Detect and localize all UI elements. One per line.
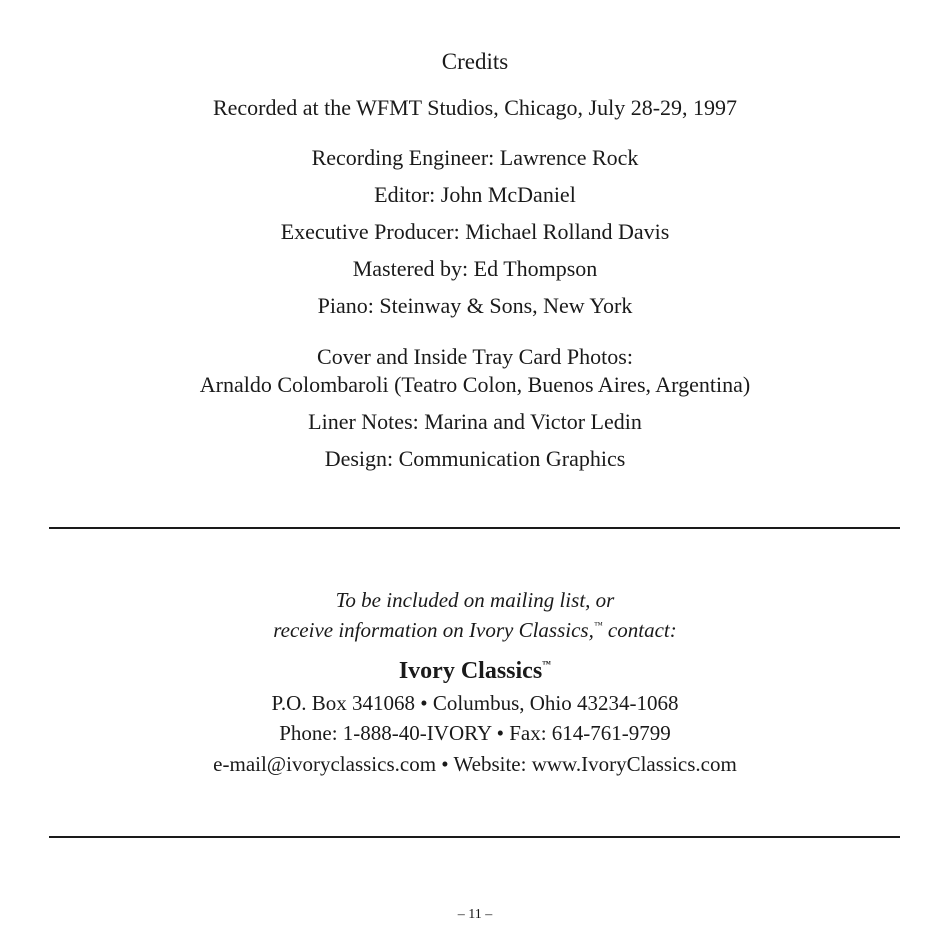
email-website: e-mail@ivoryclassics.com • Website: www.IvoryClassics.com [213, 752, 737, 776]
photos-heading: Cover and Inside Tray Card Photos: [317, 344, 633, 369]
recording-engineer: Recording Engineer: Lawrence Rock [311, 145, 639, 170]
liner-notes: Liner Notes: Marina and Victor Ledin [308, 409, 642, 434]
mastered-by: Mastered by: Ed Thompson [352, 256, 598, 281]
piano: Piano: Steinway & Sons, New York [317, 293, 633, 318]
brand-tm-mark: ™ [542, 659, 552, 669]
invite-text: receive information on Ivory Classics, [273, 618, 594, 642]
page-number: – 11 – [457, 907, 493, 922]
executive-producer: Executive Producer: Michael Rolland Davis [280, 219, 670, 244]
divider-bottom [49, 836, 900, 838]
editor: Editor: John McDaniel [374, 182, 576, 207]
phone-fax: Phone: 1-888-40-IVORY • Fax: 614-761-9799 [279, 721, 671, 745]
divider-top [49, 527, 900, 529]
design: Design: Communication Graphics [324, 446, 626, 471]
recorded-location: Recorded at the WFMT Studios, Chicago, July 28-29, 1997 [212, 95, 738, 120]
invite-contact: contact: [602, 618, 677, 642]
brand-text: Ivory Classics [398, 658, 543, 684]
brand-name [0, 659, 950, 683]
photos-credit: Arnaldo Colombaroli (Teatro Colon, Buenos Aires, Argentina) [199, 372, 751, 397]
mailing-address: P.O. Box 341068 • Columbus, Ohio 43234-1068 [271, 691, 679, 715]
mailing-invite-line2 [0, 620, 950, 641]
mailing-invite-line1: To be included on mailing list, or [335, 588, 615, 612]
tm-mark: ™ [593, 620, 603, 630]
credits-title: Credits [441, 49, 509, 74]
